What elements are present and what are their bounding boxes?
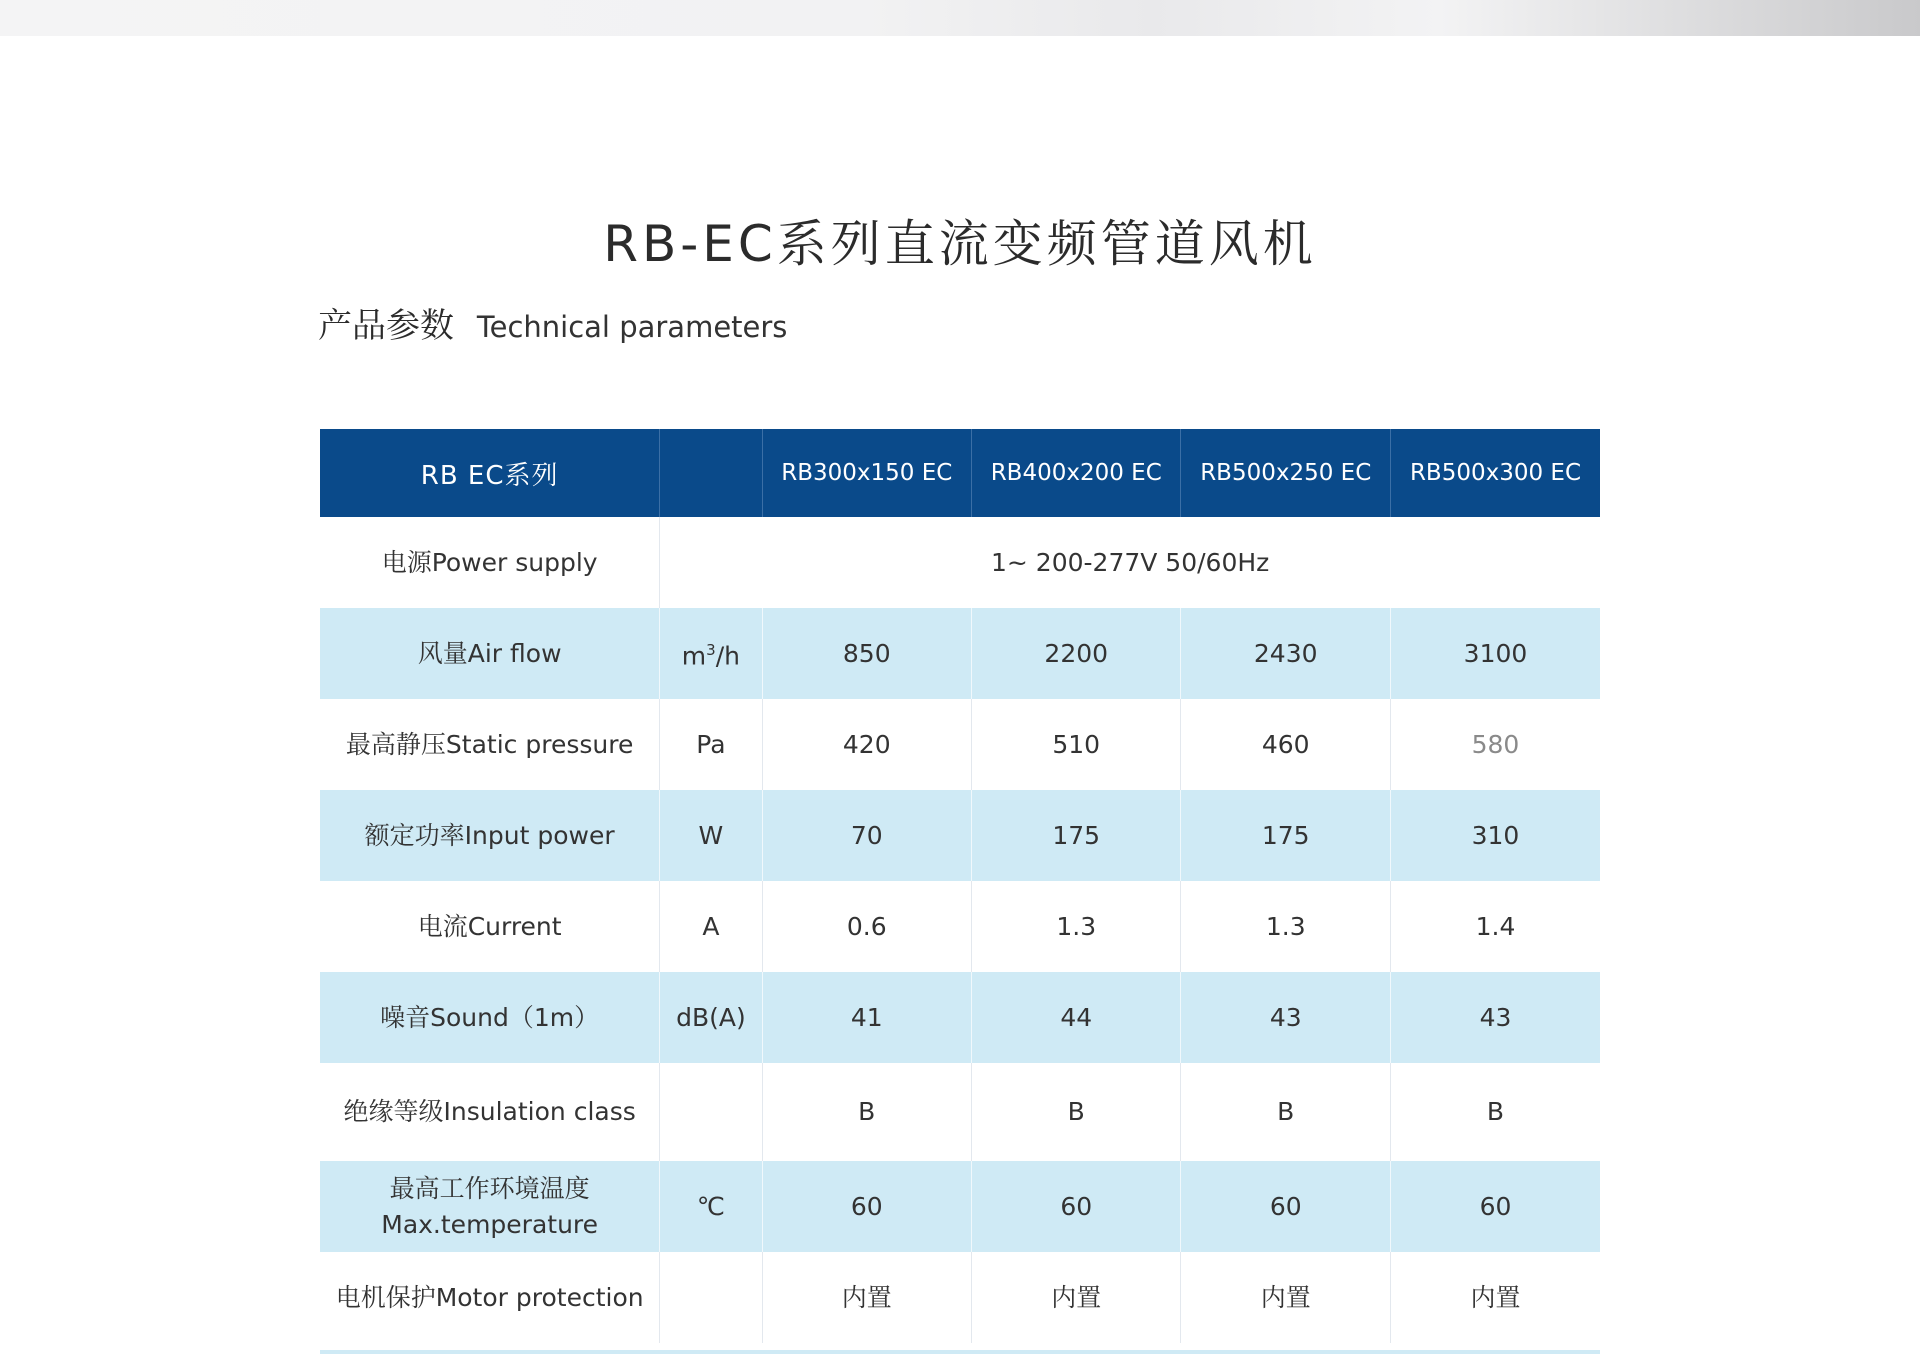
cell-value: 内置 <box>972 1252 1181 1343</box>
table-bottom-edge <box>320 1350 1600 1354</box>
cell-value: 43 <box>1181 972 1390 1063</box>
table-row-current <box>320 881 1600 972</box>
cell-value: 70 <box>762 790 971 881</box>
row-unit: W <box>660 790 762 881</box>
page-title: RB-EC系列直流变频管道风机 <box>603 214 1317 273</box>
cell-value: 1.4 <box>1475 911 1516 941</box>
cell-value: 175 <box>972 790 1181 881</box>
header-model-4: RB500x300 EC <box>1390 429 1600 517</box>
table-row-insulation-class <box>320 1063 1600 1161</box>
table-row-air-flow <box>320 608 1600 699</box>
cell-value: 内置 <box>1470 1282 1521 1312</box>
unit-superscript: 3 <box>706 641 716 660</box>
cell-value: 60 <box>1390 1161 1600 1252</box>
cell-value: 0.6 <box>762 881 971 972</box>
row-label: 噪音Sound（1m） <box>320 972 660 1063</box>
row-unit <box>660 1063 762 1161</box>
cell-value: 510 <box>972 699 1181 790</box>
row-unit: Pa <box>660 699 762 790</box>
cell-value: 1.3 <box>972 881 1181 972</box>
top-banner-image <box>0 0 1920 36</box>
cell-value: 3100 <box>1390 608 1600 699</box>
cell-value: 580 <box>1471 729 1520 759</box>
unit-base: m <box>681 641 707 671</box>
table-row-max-temperature <box>320 1161 1600 1252</box>
spec-table <box>320 429 1600 1343</box>
row-unit <box>660 608 762 699</box>
row-unit: A <box>660 881 762 972</box>
row-label: 绝缘等级Insulation class <box>320 1063 660 1161</box>
row-label: 额定功率Input power <box>320 790 660 881</box>
table-row-static-pressure <box>320 699 1600 790</box>
row-label-line-2: Max.temperature <box>381 1209 599 1239</box>
cell-value: 60 <box>972 1161 1181 1252</box>
table-row-input-power <box>320 790 1600 881</box>
unit-tail: /h <box>715 641 740 671</box>
cell-value: B <box>762 1063 971 1161</box>
header-unit <box>660 429 762 517</box>
row-label-line-1: 最高工作环境温度 <box>389 1173 590 1203</box>
table-header-row <box>320 429 1600 517</box>
cell-value: 175 <box>1181 790 1390 881</box>
cell-value: 850 <box>762 608 971 699</box>
row-label: 电源Power supply <box>320 517 660 608</box>
cell-value: 2430 <box>1181 608 1390 699</box>
cell-value: 内置 <box>762 1252 971 1343</box>
cell-value: 460 <box>1181 699 1390 790</box>
row-label: 电机保护Motor protection <box>320 1252 660 1343</box>
cell-value: 60 <box>762 1161 971 1252</box>
cell-value: 310 <box>1390 790 1600 881</box>
table-row-power-supply <box>320 517 1600 608</box>
cell-value: 2200 <box>972 608 1181 699</box>
header-series: RB EC系列 <box>320 429 660 517</box>
cell-value: 41 <box>762 972 971 1063</box>
cell-value: 43 <box>1390 972 1600 1063</box>
cell-value: 44 <box>972 972 1181 1063</box>
section-heading <box>318 298 787 347</box>
section-heading-cn: 产品参数 <box>318 306 454 346</box>
cell-value: 1.3 <box>1181 881 1390 972</box>
power-supply-value: 1~ 200-277V 50/60Hz <box>991 547 1270 577</box>
cell-value: B <box>1181 1063 1390 1161</box>
section-heading-en: Technical parameters <box>476 310 788 344</box>
header-model-1: RB300x150 EC <box>762 429 971 517</box>
row-unit: ℃ <box>660 1161 762 1252</box>
row-label: 电流Current <box>320 881 660 972</box>
cell-value: B <box>1486 1097 1505 1126</box>
row-unit: dB(A) <box>660 972 762 1063</box>
table-row-sound <box>320 972 1600 1063</box>
row-unit <box>660 1252 762 1343</box>
row-label: 风量Air flow <box>320 608 660 699</box>
header-model-3: RB500x250 EC <box>1181 429 1390 517</box>
cell-value: 420 <box>762 699 971 790</box>
cell-value: 内置 <box>1181 1252 1390 1343</box>
cell-value: B <box>972 1063 1181 1161</box>
cell-value: 60 <box>1181 1161 1390 1252</box>
header-model-2: RB400x200 EC <box>972 429 1181 517</box>
row-label <box>320 1161 660 1252</box>
table-row-motor-protection <box>320 1252 1600 1343</box>
row-label: 最高静压Static pressure <box>320 699 660 790</box>
